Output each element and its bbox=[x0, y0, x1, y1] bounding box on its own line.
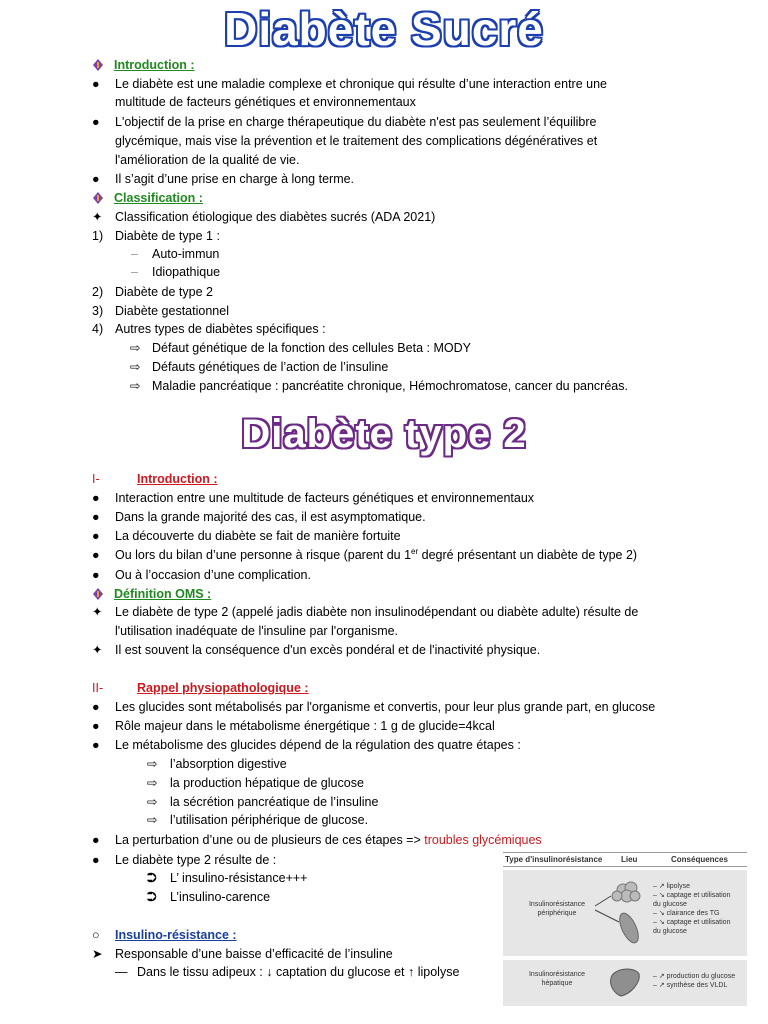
intro-line: l'amélioration de la qualité de vie. bbox=[115, 153, 300, 167]
result-item: L’ insulino-résistance+++ bbox=[170, 871, 308, 885]
figure-consequences: – ↗ lipolyse – ↘ captage et utilisation du glucose – ↘ clairance des TG – ↘ captage et utilisation du glucose bbox=[653, 883, 731, 935]
pin-icon bbox=[92, 59, 104, 71]
star-icon: ✦ bbox=[92, 643, 103, 657]
intro-line: L'objectif de la prise en charge thérapeutique du diabète n'est pas seulement l’équilibre bbox=[115, 115, 597, 129]
pin-icon bbox=[92, 192, 104, 204]
arrow-right-icon: ⇨ bbox=[147, 776, 158, 790]
arrow-right-icon: ⇨ bbox=[130, 379, 141, 393]
list-item: Diabète de type 2 bbox=[115, 285, 213, 299]
section-title: Diabète type 2 bbox=[241, 412, 527, 456]
list-number: 2) bbox=[92, 285, 104, 299]
star-icon: ✦ bbox=[92, 605, 103, 619]
bullet-icon: ● bbox=[92, 77, 100, 91]
ir-line: Responsable d’une baisse d’efficacité de l’insuline bbox=[115, 947, 393, 961]
intro-line: Il s’agit d’une prise en charge à long terme. bbox=[115, 172, 355, 186]
ir-sub-line: Dans le tissu adipeux : ↓ captation du glucose et ↑ lipolyse bbox=[137, 965, 460, 979]
physio-line: Le métabolisme des glucides dépend de la régulation des quatre étapes : bbox=[115, 738, 521, 752]
bullet-icon: ● bbox=[92, 510, 100, 524]
oms-line: l'utilisation inadéquate de l'insuline par l'organisme. bbox=[115, 624, 399, 638]
perturbation-line: La perturbation d’une ou de plusieurs de ces étapes => troubles glycémiques bbox=[115, 833, 542, 847]
sub-item: Défauts génétiques de l’action de l’insuline bbox=[152, 360, 389, 374]
list-number: 4) bbox=[92, 322, 104, 336]
page-title: Diabète Sucré bbox=[224, 3, 544, 55]
sub-item: Auto-immun bbox=[152, 247, 220, 261]
list-item: Diabète gestationnel bbox=[115, 304, 229, 318]
figure-row-label: Insulinorésistance hépatique bbox=[528, 971, 586, 987]
figure-rule bbox=[503, 852, 747, 853]
sub-item: Maladie pancréatique : pancréatite chronique, Hémochromatose, cancer du pancréas. bbox=[152, 379, 628, 393]
intro2-line: Dans la grande majorité des cas, il est asymptomatique. bbox=[115, 510, 426, 524]
intro-line: multitude de facteurs génétiques et environnementaux bbox=[115, 95, 416, 109]
figure-header: Lieu bbox=[621, 855, 638, 864]
intro2-line: Ou à l’occasion d’une complication. bbox=[115, 568, 311, 582]
intro-line: Le diabète est une maladie complexe et chronique qui résulte d’une interaction entre une bbox=[115, 77, 607, 91]
step-item: l’absorption digestive bbox=[170, 757, 287, 771]
step-item: la production hépatique de glucose bbox=[170, 776, 364, 790]
ir-heading: Insulino-résistance : bbox=[115, 928, 237, 942]
bullet-icon: ● bbox=[92, 738, 100, 752]
arrow-right-icon: ⇨ bbox=[147, 813, 158, 827]
step-item: la sécrétion pancréatique de l’insuline bbox=[170, 795, 379, 809]
list-number: 1) bbox=[92, 229, 104, 243]
figure-header: Type d'insulinorésistance bbox=[505, 855, 603, 864]
list-item: Autres types de diabètes spécifiques : bbox=[115, 322, 326, 336]
physio-line: Rôle majeur dans le métabolisme énergétique : 1 g de glucide=4kcal bbox=[115, 719, 495, 733]
section-number: I- bbox=[92, 472, 100, 486]
bullet-icon: ● bbox=[92, 529, 100, 543]
physio-heading: Rappel physiopathologique : bbox=[137, 681, 309, 695]
intro2-line: Interaction entre une multitude de facteurs génétiques et environnementaux bbox=[115, 491, 535, 505]
arrow-right-icon: ⇨ bbox=[130, 341, 141, 355]
oms-line: Il est souvent la conséquence d'un excès pondéral et de l'inactivité physique. bbox=[115, 643, 541, 657]
star-icon: ✦ bbox=[92, 210, 103, 224]
oms-line: Le diabète de type 2 (appelé jadis diabète non insulinodépendant ou diabète adulte) résulte de bbox=[115, 605, 639, 619]
liver-icon bbox=[607, 964, 643, 1000]
figure-header: Conséquences bbox=[671, 855, 728, 864]
intro-line: glycémique, mais vise la prévention et le traitement des complications dégénératives et bbox=[115, 134, 598, 148]
bullet-icon: ● bbox=[92, 548, 100, 562]
chevron-right-icon: ➤ bbox=[92, 947, 103, 961]
result-line: Le diabète type 2 résulte de : bbox=[115, 853, 277, 867]
section-number: II- bbox=[92, 681, 104, 695]
curved-arrow-icon: ⮊ bbox=[147, 871, 157, 885]
bullet-icon: ● bbox=[92, 568, 100, 582]
sub-item: Idiopathique bbox=[152, 265, 221, 279]
classification-heading: Classification : bbox=[114, 191, 203, 205]
bullet-icon: ● bbox=[92, 491, 100, 505]
sub-item: Défaut génétique de la fonction des cellules Beta : MODY bbox=[152, 341, 471, 355]
insulin-resistance-figure bbox=[503, 852, 747, 1012]
arrow-right-icon: ⇨ bbox=[147, 795, 158, 809]
pin-icon bbox=[92, 588, 104, 600]
bullet-icon: ● bbox=[92, 853, 100, 867]
intro2-line: Ou lors du bilan d’une personne à risque (parent du 1er degré présentant un diabète de type 2) bbox=[115, 546, 638, 562]
circle-icon: ○ bbox=[92, 928, 100, 942]
dash-icon: – bbox=[131, 265, 138, 279]
arrow-right-icon: ⇨ bbox=[147, 757, 158, 771]
bullet-icon: ● bbox=[92, 719, 100, 733]
physio-line: Les glucides sont métabolisés par l'organisme et convertis, pour leur plus grande part, en glucose bbox=[115, 700, 656, 714]
figure-row-label: Insulinorésistance périphérique bbox=[528, 901, 586, 917]
figure-rule bbox=[503, 866, 747, 867]
oms-heading: Définition OMS : bbox=[114, 587, 212, 601]
intro-heading: Introduction : bbox=[114, 58, 195, 72]
list-number: 3) bbox=[92, 304, 104, 318]
figure-consequences: – ↗ production du glucose – ↗ synthèse des VLDL bbox=[653, 973, 736, 989]
curved-arrow-icon: ⮊ bbox=[147, 890, 157, 904]
dash-icon: — bbox=[115, 965, 128, 979]
bullet-icon: ● bbox=[92, 700, 100, 714]
bullet-icon: ● bbox=[92, 115, 100, 129]
intro2-heading: Introduction : bbox=[137, 472, 218, 486]
bullet-icon: ● bbox=[92, 172, 100, 186]
result-item: L’insulino-carence bbox=[170, 890, 271, 904]
classification-intro: Classification étiologique des diabètes sucrés (ADA 2021) bbox=[115, 210, 436, 224]
step-item: l’utilisation périphérique de glucose. bbox=[170, 813, 369, 827]
dash-icon: – bbox=[131, 247, 138, 261]
intro2-line: La découverte du diabète se fait de manière fortuite bbox=[115, 529, 401, 543]
bullet-icon: ● bbox=[92, 833, 100, 847]
list-item: Diabète de type 1 : bbox=[115, 229, 220, 243]
arrow-right-icon: ⇨ bbox=[130, 360, 141, 374]
